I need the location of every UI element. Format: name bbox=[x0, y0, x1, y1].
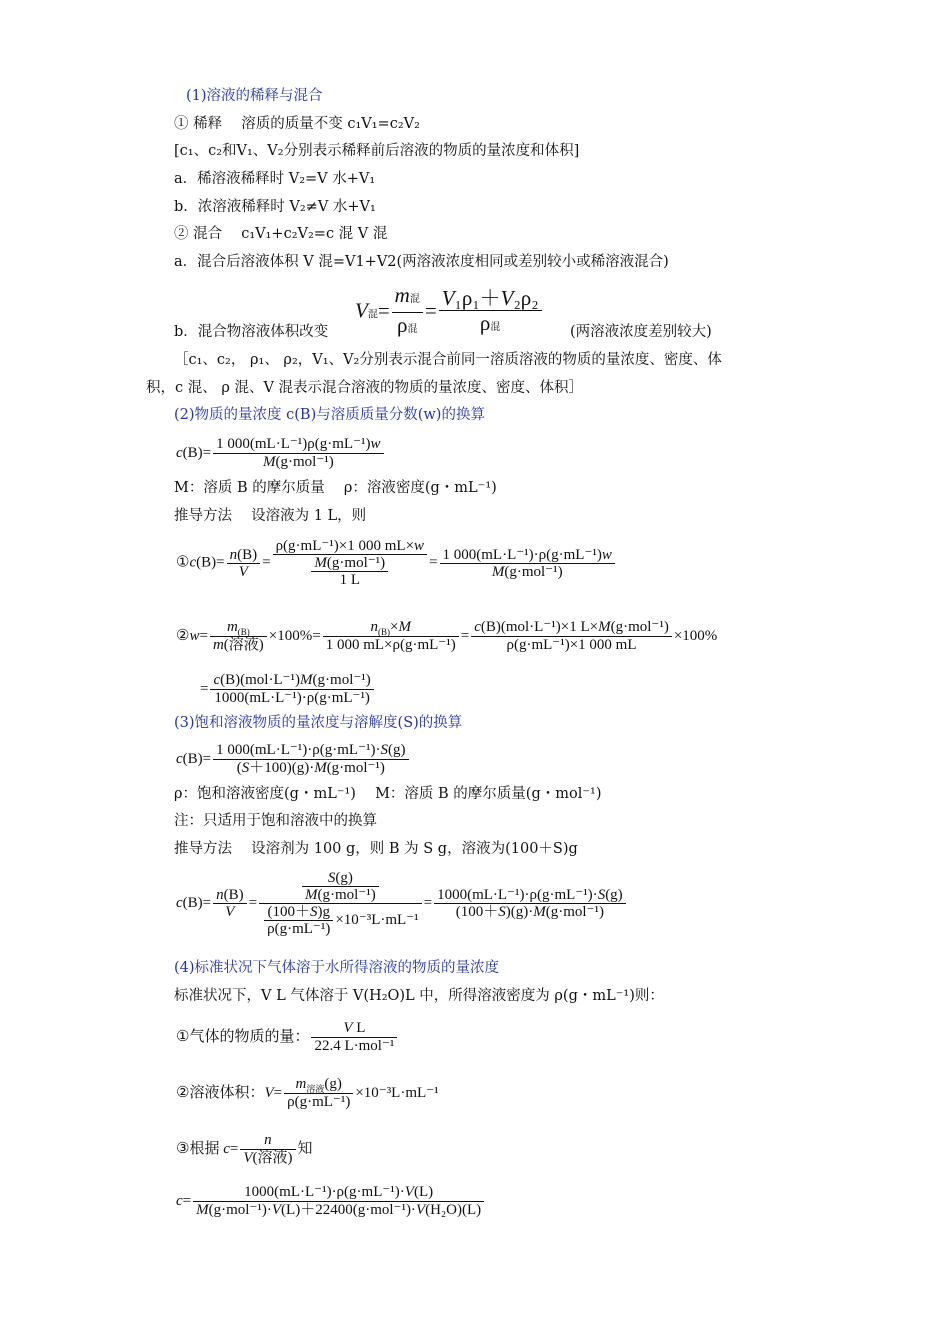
by-definition-suffix: 知 bbox=[297, 1138, 313, 1157]
section-2-legend: M：溶质 B 的摩尔质量 ρ：溶液密度(g・mL⁻¹) bbox=[174, 480, 497, 496]
section-4-intro: 标准状况下，V L 气体溶于 V(H₂O)L 中，所得溶液密度为 ρ(g・mL⁻¹)则： bbox=[174, 988, 664, 1004]
dilution-b: b．浓溶液稀释时 V₂≠V 水+V₁ bbox=[174, 199, 376, 215]
final-concentration: c= $\frac{\text{1000(mL·L⁻¹)·ρ(g·mL⁻¹)·V(L)}}{\text{M(g·mol⁻¹)·V(L)＋22400(g·mol⁻¹)·V(H₂O)(L)}}$ bbox=[176, 1184, 486, 1219]
dilution-rule: ① 稀释 溶质的质量不变 c₁V₁=c₂V₂ bbox=[174, 116, 420, 132]
solubility-derivation: c(B)= $\frac{n(B)}{V}$ = $\frac{S(g)}{\text{M(g·mol⁻¹)}}$ $\frac{(100+S)g}{\text{ρ(g·mL⁻¹)}}$ ×10⁻³L·mL⁻¹ = $\frac{\text{1000(mL·L⁻¹)·ρ(g·mL⁻¹)·S(g)}}{\text{(100＋S)(g)·M(g·mol⁻¹)}}$ bbox=[176, 870, 628, 937]
solution-volume: ②溶液体积：V= $\frac{m_{溶液}(g)}{\text{ρ(g·mL⁻¹)}}$ ×10⁻³L·mL⁻¹ bbox=[176, 1076, 439, 1110]
mixing-b-note: (两溶液浓度差别较大) bbox=[570, 324, 712, 340]
derivation-2: ②w= $\frac{m_{(B)}}{\text{m(溶液)}}$ ×100%= $\frac{n_{(B)}\times M}{\text{1 000 mL×ρ(g·mL⁻¹)}}$ = $\frac{\text{c(B)(mol·L⁻¹)×1 L×M(g·mol⁻¹)}}{\text{ρ(g·mL⁻¹)×1 000 mL}}$ ×100% bbox=[176, 619, 718, 653]
concentration-formula: c(B)= $\frac{\text{1 000(mL·L⁻¹)ρ(g·mL⁻¹)w}}{\text{M(g·mol⁻¹)}}$ bbox=[176, 436, 386, 471]
mixing-rule: ② 混合 c₁V₁+c₂V₂=c 混 V 混 bbox=[174, 226, 388, 242]
section-3-legend: ρ：饱和溶液密度(g・mL⁻¹) M：溶质 B 的摩尔质量(g・mol⁻¹) bbox=[174, 786, 602, 802]
by-definition: ③根据 c= $\frac{n}{\text{V(溶液)}}$ 知 bbox=[176, 1132, 313, 1166]
dilution-note: [c₁、c₂和V₁、V₂分别表示稀释前后溶液的物质的量浓度和体积] bbox=[174, 143, 580, 159]
gas-moles: ①气体的物质的量： $\frac{\text{V L}}{\text{22.4 L·mol⁻¹}}$ bbox=[176, 1020, 399, 1055]
mixing-a: a．混合后溶液体积 V 混=V1+V2(两溶液浓度相同或差别较小或稀溶液混合) bbox=[174, 254, 669, 270]
section-4-heading: (4)标准状况下气体溶于水所得溶液的物质的量浓度 bbox=[174, 960, 500, 976]
gas-moles-label: ①气体的物质的量： bbox=[176, 1026, 310, 1045]
symbols-note-1: ［c₁、c₂， ρ₁、 ρ₂，V₁、V₂分别表示混合前同一溶质溶液的物质的量浓度、密度、体 bbox=[174, 352, 722, 368]
solution-volume-label: ②溶液体积： bbox=[176, 1082, 265, 1101]
by-definition-label: ③根据 bbox=[176, 1138, 220, 1157]
section-3-heading: (3)饱和溶液物质的量浓度与溶解度(S)的换算 bbox=[174, 715, 463, 731]
section-3-note: 注：只适用于饱和溶液中的换算 bbox=[174, 813, 377, 829]
mixing-b: b．混合物溶液体积改变 bbox=[174, 324, 329, 340]
symbols-note-2: 积，c 混、 ρ 混、V 混表示混合溶液的物质的量浓度、密度、体积］ bbox=[146, 380, 584, 396]
derivation-2-result: = $\frac{\text{c(B)(mol·L⁻¹)M(g·mol⁻¹)}}{\text{1000(mL·L⁻¹)·ρ(g·mL⁻¹)}}$ bbox=[200, 672, 376, 707]
section-1-heading: (1)溶液的稀释与混合 bbox=[186, 88, 323, 104]
dilution-a: a．稀溶液稀释时 V₂=V 水+V₁ bbox=[174, 171, 376, 187]
section-2-heading: (2)物质的量浓度 c(B)与溶质质量分数(w)的换算 bbox=[174, 407, 485, 423]
section-3-method: 推导方法 设溶剂为 100 g，则 B 为 S g，溶液为(100＋S)g bbox=[174, 841, 578, 857]
derivation-1: ①c(B)= $\frac{n(B)}{V}$ = $\frac{\text{ρ(g·mL⁻¹)×1 000 mL×w}}{\frac{\text{M(g·mol⁻¹)}}{1 L}}$ = $\frac{\text{1 000(mL·L⁻¹)·ρ(g·mL⁻¹)w}}{\text{M(g·mol⁻¹)}}$ bbox=[176, 538, 617, 588]
mixed-volume-formula: V混= $\frac{\text{m混}}{\text{ρ混}}$ = $\frac{\text{V₁ρ₁＋V₂ρ₂}}{\text{ρ混}}$ bbox=[355, 283, 544, 342]
solubility-formula: c(B)= $\frac{\text{1 000(mL·L⁻¹)·ρ(g·mL⁻¹)·S(g)}}{\text{(S＋100)(g)·M(g·mol⁻¹)}}$ bbox=[176, 742, 411, 777]
section-2-method: 推导方法 设溶液为 1 L，则 bbox=[174, 508, 367, 524]
